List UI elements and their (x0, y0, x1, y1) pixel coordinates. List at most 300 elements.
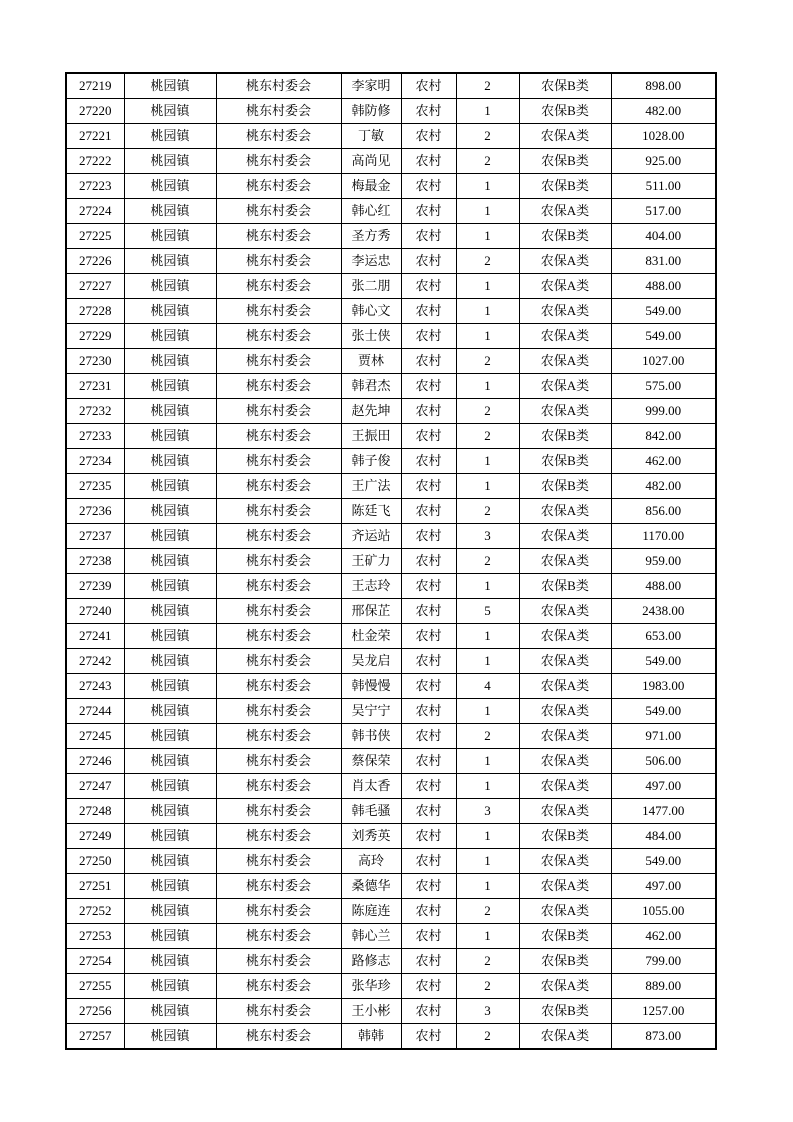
cell-amount: 484.00 (611, 824, 716, 849)
cell-town: 桃园镇 (124, 224, 216, 249)
cell-category: 农村 (401, 599, 456, 624)
cell-record-id: 27254 (66, 949, 124, 974)
cell-record-id: 27238 (66, 549, 124, 574)
cell-person-count: 2 (456, 499, 519, 524)
cell-person-name: 韩毛骚 (341, 799, 401, 824)
cell-category: 农村 (401, 299, 456, 324)
table-row (66, 73, 716, 99)
cell-town: 桃园镇 (124, 524, 216, 549)
cell-record-id: 27242 (66, 649, 124, 674)
cell-record-id: 27237 (66, 524, 124, 549)
welfare-payment-table (65, 72, 717, 1050)
table-row (66, 674, 716, 699)
cell-town: 桃园镇 (124, 374, 216, 399)
cell-amount: 549.00 (611, 649, 716, 674)
cell-person-name: 张士侠 (341, 324, 401, 349)
cell-amount: 873.00 (611, 1024, 716, 1050)
cell-amount: 971.00 (611, 724, 716, 749)
cell-town: 桃园镇 (124, 474, 216, 499)
cell-village-committee: 桃东村委会 (216, 499, 341, 524)
cell-person-name: 李家明 (341, 73, 401, 99)
cell-amount: 1027.00 (611, 349, 716, 374)
cell-person-count: 2 (456, 73, 519, 99)
cell-category: 农村 (401, 824, 456, 849)
cell-category: 农村 (401, 899, 456, 924)
cell-category: 农村 (401, 849, 456, 874)
cell-village-committee: 桃东村委会 (216, 824, 341, 849)
table-row (66, 899, 716, 924)
cell-amount: 575.00 (611, 374, 716, 399)
cell-person-count: 2 (456, 349, 519, 374)
cell-category: 农村 (401, 449, 456, 474)
cell-person-count: 3 (456, 524, 519, 549)
cell-category: 农村 (401, 624, 456, 649)
cell-record-id: 27249 (66, 824, 124, 849)
cell-category: 农村 (401, 724, 456, 749)
cell-category: 农村 (401, 73, 456, 99)
cell-category: 农村 (401, 749, 456, 774)
cell-village-committee: 桃东村委会 (216, 199, 341, 224)
table-row (66, 349, 716, 374)
cell-record-id: 27243 (66, 674, 124, 699)
table-row (66, 699, 716, 724)
table-row (66, 474, 716, 499)
cell-town: 桃园镇 (124, 974, 216, 999)
cell-record-id: 27223 (66, 174, 124, 199)
cell-person-name: 吴宁宁 (341, 699, 401, 724)
table-row (66, 599, 716, 624)
cell-record-id: 27224 (66, 199, 124, 224)
table-row (66, 624, 716, 649)
cell-category: 农村 (401, 274, 456, 299)
cell-person-count: 1 (456, 774, 519, 799)
cell-person-count: 1 (456, 199, 519, 224)
cell-town: 桃园镇 (124, 274, 216, 299)
cell-amount: 462.00 (611, 924, 716, 949)
cell-category: 农村 (401, 699, 456, 724)
cell-amount: 497.00 (611, 874, 716, 899)
table-row (66, 424, 716, 449)
cell-person-count: 2 (456, 724, 519, 749)
cell-amount: 1055.00 (611, 899, 716, 924)
cell-person-count: 1 (456, 474, 519, 499)
cell-village-committee: 桃东村委会 (216, 749, 341, 774)
cell-insurance-scheme: 农保A类 (519, 874, 611, 899)
cell-town: 桃园镇 (124, 674, 216, 699)
table-row (66, 649, 716, 674)
cell-insurance-scheme: 农保A类 (519, 499, 611, 524)
cell-person-count: 2 (456, 399, 519, 424)
cell-town: 桃园镇 (124, 824, 216, 849)
table-row (66, 124, 716, 149)
cell-person-count: 1 (456, 174, 519, 199)
cell-insurance-scheme: 农保B类 (519, 449, 611, 474)
cell-category: 农村 (401, 349, 456, 374)
cell-insurance-scheme: 农保A类 (519, 549, 611, 574)
table-row (66, 499, 716, 524)
cell-record-id: 27229 (66, 324, 124, 349)
cell-person-count: 2 (456, 974, 519, 999)
cell-insurance-scheme: 农保A类 (519, 399, 611, 424)
cell-village-committee: 桃东村委会 (216, 1024, 341, 1050)
cell-person-name: 王矿力 (341, 549, 401, 574)
cell-village-committee: 桃东村委会 (216, 774, 341, 799)
cell-amount: 517.00 (611, 199, 716, 224)
cell-person-name: 陈廷飞 (341, 499, 401, 524)
cell-insurance-scheme: 农保A类 (519, 724, 611, 749)
cell-town: 桃园镇 (124, 699, 216, 724)
table-row (66, 774, 716, 799)
cell-amount: 799.00 (611, 949, 716, 974)
cell-category: 农村 (401, 774, 456, 799)
cell-amount: 488.00 (611, 274, 716, 299)
cell-person-name: 路修志 (341, 949, 401, 974)
cell-person-name: 韩心红 (341, 199, 401, 224)
cell-person-name: 蔡保荣 (341, 749, 401, 774)
cell-record-id: 27221 (66, 124, 124, 149)
table-row (66, 974, 716, 999)
cell-amount: 549.00 (611, 849, 716, 874)
cell-category: 农村 (401, 574, 456, 599)
cell-record-id: 27244 (66, 699, 124, 724)
cell-insurance-scheme: 农保A类 (519, 899, 611, 924)
cell-insurance-scheme: 农保A类 (519, 974, 611, 999)
cell-record-id: 27239 (66, 574, 124, 599)
cell-person-name: 李运忠 (341, 249, 401, 274)
cell-town: 桃园镇 (124, 849, 216, 874)
cell-person-name: 韩韩 (341, 1024, 401, 1050)
cell-insurance-scheme: 农保A类 (519, 124, 611, 149)
cell-record-id: 27219 (66, 73, 124, 99)
cell-person-count: 2 (456, 124, 519, 149)
cell-town: 桃园镇 (124, 549, 216, 574)
cell-village-committee: 桃东村委会 (216, 399, 341, 424)
cell-town: 桃园镇 (124, 449, 216, 474)
cell-insurance-scheme: 农保B类 (519, 824, 611, 849)
cell-record-id: 27227 (66, 274, 124, 299)
cell-person-count: 1 (456, 374, 519, 399)
cell-village-committee: 桃东村委会 (216, 449, 341, 474)
cell-town: 桃园镇 (124, 199, 216, 224)
cell-record-id: 27257 (66, 1024, 124, 1050)
cell-person-name: 王振田 (341, 424, 401, 449)
cell-amount: 898.00 (611, 73, 716, 99)
cell-category: 农村 (401, 999, 456, 1024)
cell-insurance-scheme: 农保B类 (519, 149, 611, 174)
table-row (66, 524, 716, 549)
table-row (66, 949, 716, 974)
cell-category: 农村 (401, 674, 456, 699)
cell-person-name: 韩君杰 (341, 374, 401, 399)
cell-person-name: 韩慢慢 (341, 674, 401, 699)
cell-person-count: 2 (456, 149, 519, 174)
cell-town: 桃园镇 (124, 399, 216, 424)
cell-category: 农村 (401, 949, 456, 974)
cell-record-id: 27220 (66, 99, 124, 124)
cell-town: 桃园镇 (124, 599, 216, 624)
cell-person-name: 梅最金 (341, 174, 401, 199)
table-row (66, 149, 716, 174)
cell-record-id: 27256 (66, 999, 124, 1024)
cell-town: 桃园镇 (124, 499, 216, 524)
cell-record-id: 27252 (66, 899, 124, 924)
cell-record-id: 27248 (66, 799, 124, 824)
cell-amount: 1170.00 (611, 524, 716, 549)
cell-person-name: 张华珍 (341, 974, 401, 999)
cell-town: 桃园镇 (124, 73, 216, 99)
cell-town: 桃园镇 (124, 649, 216, 674)
cell-amount: 925.00 (611, 149, 716, 174)
cell-person-name: 丁敏 (341, 124, 401, 149)
table-row (66, 799, 716, 824)
cell-record-id: 27251 (66, 874, 124, 899)
cell-town: 桃园镇 (124, 349, 216, 374)
cell-category: 农村 (401, 474, 456, 499)
cell-person-name: 杜金荣 (341, 624, 401, 649)
cell-town: 桃园镇 (124, 949, 216, 974)
cell-person-count: 3 (456, 999, 519, 1024)
cell-town: 桃园镇 (124, 424, 216, 449)
cell-amount: 462.00 (611, 449, 716, 474)
cell-record-id: 27236 (66, 499, 124, 524)
cell-insurance-scheme: 农保B类 (519, 574, 611, 599)
cell-town: 桃园镇 (124, 924, 216, 949)
cell-category: 农村 (401, 974, 456, 999)
cell-category: 农村 (401, 174, 456, 199)
cell-person-name: 贾林 (341, 349, 401, 374)
cell-category: 农村 (401, 524, 456, 549)
cell-insurance-scheme: 农保B类 (519, 474, 611, 499)
cell-record-id: 27241 (66, 624, 124, 649)
cell-person-count: 1 (456, 99, 519, 124)
cell-person-name: 王小彬 (341, 999, 401, 1024)
cell-record-id: 27231 (66, 374, 124, 399)
cell-village-committee: 桃东村委会 (216, 424, 341, 449)
cell-village-committee: 桃东村委会 (216, 799, 341, 824)
cell-amount: 999.00 (611, 399, 716, 424)
cell-record-id: 27230 (66, 349, 124, 374)
cell-category: 农村 (401, 924, 456, 949)
cell-amount: 653.00 (611, 624, 716, 649)
cell-amount: 549.00 (611, 299, 716, 324)
table-row (66, 724, 716, 749)
cell-record-id: 27246 (66, 749, 124, 774)
cell-insurance-scheme: 农保B类 (519, 999, 611, 1024)
table-row (66, 174, 716, 199)
cell-record-id: 27240 (66, 599, 124, 624)
cell-village-committee: 桃东村委会 (216, 524, 341, 549)
cell-village-committee: 桃东村委会 (216, 874, 341, 899)
cell-category: 农村 (401, 549, 456, 574)
cell-insurance-scheme: 农保A类 (519, 749, 611, 774)
cell-village-committee: 桃东村委会 (216, 849, 341, 874)
cell-insurance-scheme: 农保A类 (519, 674, 611, 699)
cell-record-id: 27226 (66, 249, 124, 274)
cell-insurance-scheme: 农保A类 (519, 524, 611, 549)
cell-person-count: 1 (456, 274, 519, 299)
cell-insurance-scheme: 农保B类 (519, 73, 611, 99)
cell-village-committee: 桃东村委会 (216, 724, 341, 749)
table-row (66, 924, 716, 949)
cell-record-id: 27232 (66, 399, 124, 424)
cell-person-count: 2 (456, 249, 519, 274)
cell-category: 农村 (401, 424, 456, 449)
cell-village-committee: 桃东村委会 (216, 349, 341, 374)
cell-record-id: 27233 (66, 424, 124, 449)
cell-village-committee: 桃东村委会 (216, 999, 341, 1024)
cell-village-committee: 桃东村委会 (216, 249, 341, 274)
cell-person-count: 1 (456, 824, 519, 849)
cell-town: 桃园镇 (124, 1024, 216, 1050)
cell-person-name: 邢保芷 (341, 599, 401, 624)
cell-insurance-scheme: 农保A类 (519, 799, 611, 824)
cell-insurance-scheme: 农保A类 (519, 199, 611, 224)
cell-insurance-scheme: 农保B类 (519, 174, 611, 199)
cell-amount: 1983.00 (611, 674, 716, 699)
cell-person-count: 5 (456, 599, 519, 624)
table-row (66, 324, 716, 349)
cell-person-name: 齐运站 (341, 524, 401, 549)
cell-person-name: 高玲 (341, 849, 401, 874)
cell-category: 农村 (401, 249, 456, 274)
cell-amount: 1477.00 (611, 799, 716, 824)
table-row (66, 874, 716, 899)
cell-amount: 488.00 (611, 574, 716, 599)
table-row (66, 224, 716, 249)
cell-amount: 549.00 (611, 699, 716, 724)
cell-category: 农村 (401, 874, 456, 899)
cell-village-committee: 桃东村委会 (216, 474, 341, 499)
cell-person-count: 1 (456, 874, 519, 899)
cell-person-count: 1 (456, 449, 519, 474)
cell-insurance-scheme: 农保A类 (519, 299, 611, 324)
cell-record-id: 27250 (66, 849, 124, 874)
cell-record-id: 27234 (66, 449, 124, 474)
cell-town: 桃园镇 (124, 624, 216, 649)
cell-category: 农村 (401, 1024, 456, 1050)
cell-person-name: 韩心兰 (341, 924, 401, 949)
cell-town: 桃园镇 (124, 749, 216, 774)
cell-record-id: 27222 (66, 149, 124, 174)
cell-amount: 842.00 (611, 424, 716, 449)
cell-amount: 1257.00 (611, 999, 716, 1024)
cell-village-committee: 桃东村委会 (216, 299, 341, 324)
cell-category: 农村 (401, 324, 456, 349)
cell-village-committee: 桃东村委会 (216, 649, 341, 674)
table-row (66, 199, 716, 224)
cell-person-count: 3 (456, 799, 519, 824)
cell-person-name: 吴龙启 (341, 649, 401, 674)
cell-person-name: 王志玲 (341, 574, 401, 599)
cell-village-committee: 桃东村委会 (216, 124, 341, 149)
cell-insurance-scheme: 农保A类 (519, 274, 611, 299)
table-row (66, 274, 716, 299)
table-row (66, 99, 716, 124)
cell-person-name: 王广法 (341, 474, 401, 499)
cell-village-committee: 桃东村委会 (216, 974, 341, 999)
cell-record-id: 27245 (66, 724, 124, 749)
cell-insurance-scheme: 农保A类 (519, 699, 611, 724)
cell-insurance-scheme: 农保A类 (519, 649, 611, 674)
cell-person-name: 陈庭连 (341, 899, 401, 924)
cell-village-committee: 桃东村委会 (216, 699, 341, 724)
cell-category: 农村 (401, 399, 456, 424)
cell-insurance-scheme: 农保B类 (519, 424, 611, 449)
cell-amount: 497.00 (611, 774, 716, 799)
cell-record-id: 27225 (66, 224, 124, 249)
cell-insurance-scheme: 农保A类 (519, 349, 611, 374)
cell-person-name: 韩子俊 (341, 449, 401, 474)
cell-amount: 511.00 (611, 174, 716, 199)
cell-person-count: 1 (456, 749, 519, 774)
cell-person-count: 2 (456, 949, 519, 974)
cell-amount: 889.00 (611, 974, 716, 999)
table-row (66, 399, 716, 424)
cell-town: 桃园镇 (124, 299, 216, 324)
cell-category: 农村 (401, 224, 456, 249)
cell-person-count: 2 (456, 1024, 519, 1050)
cell-category: 农村 (401, 149, 456, 174)
table-row (66, 574, 716, 599)
cell-person-count: 4 (456, 674, 519, 699)
cell-person-name: 圣方秀 (341, 224, 401, 249)
cell-person-count: 1 (456, 699, 519, 724)
cell-amount: 2438.00 (611, 599, 716, 624)
cell-person-count: 1 (456, 849, 519, 874)
cell-person-count: 2 (456, 899, 519, 924)
cell-category: 农村 (401, 374, 456, 399)
cell-insurance-scheme: 农保A类 (519, 774, 611, 799)
cell-village-committee: 桃东村委会 (216, 899, 341, 924)
cell-category: 农村 (401, 799, 456, 824)
table-row (66, 449, 716, 474)
table-row (66, 299, 716, 324)
cell-record-id: 27228 (66, 299, 124, 324)
cell-insurance-scheme: 农保A类 (519, 624, 611, 649)
table-row (66, 999, 716, 1024)
cell-insurance-scheme: 农保A类 (519, 849, 611, 874)
table-row (66, 824, 716, 849)
table-row (66, 849, 716, 874)
cell-person-name: 高尚见 (341, 149, 401, 174)
cell-town: 桃园镇 (124, 724, 216, 749)
cell-village-committee: 桃东村委会 (216, 99, 341, 124)
cell-category: 农村 (401, 124, 456, 149)
cell-person-count: 2 (456, 424, 519, 449)
cell-town: 桃园镇 (124, 124, 216, 149)
cell-person-name: 刘秀英 (341, 824, 401, 849)
cell-village-committee: 桃东村委会 (216, 574, 341, 599)
cell-category: 农村 (401, 199, 456, 224)
table-body (66, 73, 716, 1049)
cell-amount: 506.00 (611, 749, 716, 774)
table-row (66, 1024, 716, 1050)
cell-town: 桃园镇 (124, 249, 216, 274)
cell-village-committee: 桃东村委会 (216, 924, 341, 949)
cell-town: 桃园镇 (124, 774, 216, 799)
cell-amount: 856.00 (611, 499, 716, 524)
cell-record-id: 27247 (66, 774, 124, 799)
cell-person-name: 韩防修 (341, 99, 401, 124)
cell-town: 桃园镇 (124, 999, 216, 1024)
cell-town: 桃园镇 (124, 324, 216, 349)
cell-village-committee: 桃东村委会 (216, 374, 341, 399)
cell-amount: 482.00 (611, 99, 716, 124)
cell-category: 农村 (401, 499, 456, 524)
cell-record-id: 27255 (66, 974, 124, 999)
cell-category: 农村 (401, 649, 456, 674)
table-row (66, 549, 716, 574)
